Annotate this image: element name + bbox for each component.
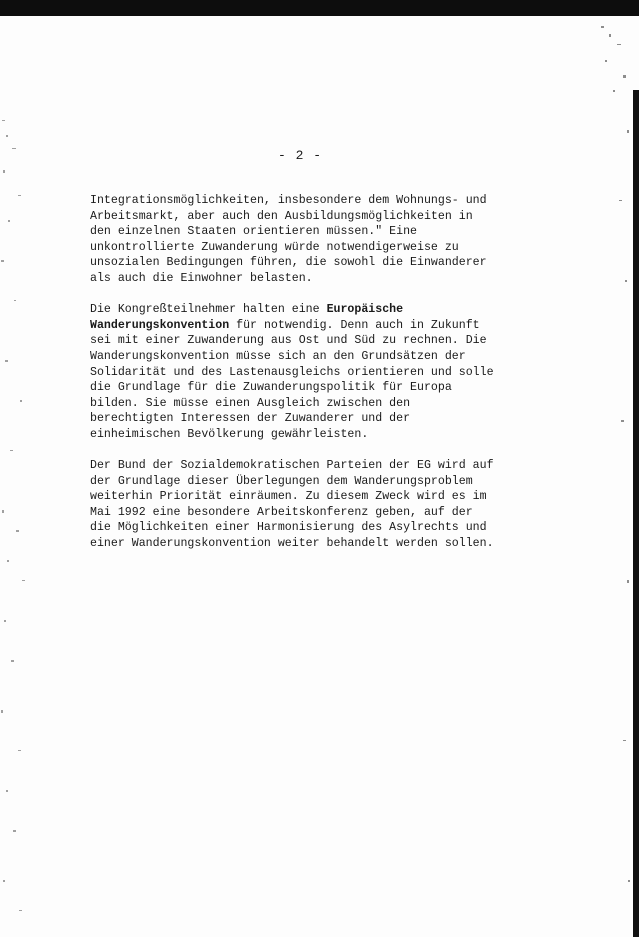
text-line bbox=[90, 240, 520, 256]
text-segment: Arbeitsmarkt, aber auch den Ausbildungsmöglichkeiten in bbox=[90, 209, 473, 223]
text-segment: für notwendig. Denn auch in Zukunft bbox=[229, 318, 480, 332]
text-segment: Der Bund der Sozialdemokratischen Parteien der EG wird auf bbox=[90, 459, 494, 473]
text-line bbox=[90, 474, 520, 490]
text-segment: weiterhin Priorität einräumen. Zu diesem Zweck wird es im bbox=[90, 490, 487, 504]
text-segment: einheimischen Bevölkerung gewährleisten. bbox=[90, 427, 369, 441]
text-segment: die Möglichkeiten einer Harmonisierung des Asylrechts und bbox=[90, 521, 487, 535]
paragraph bbox=[90, 302, 520, 442]
text-segment: einer Wanderungskonvention weiter behandelt werden sollen. bbox=[90, 537, 494, 551]
text-segment: unsozialen Bedingungen führen, die sowohl die Einwanderer bbox=[90, 256, 487, 270]
text-segment: sei mit einer Zuwanderung aus Ost und Süd zu rechnen. Die bbox=[90, 334, 487, 348]
text-line bbox=[90, 380, 520, 396]
scan-top-border bbox=[0, 0, 639, 16]
text-line bbox=[90, 302, 520, 318]
text-segment: Integrationsmöglichkeiten, insbesondere dem Wohnungs- und bbox=[90, 194, 487, 207]
text-segment: bilden. Sie müsse einen Ausgleich zwischen den bbox=[90, 396, 411, 410]
text-segment: den einzelnen Staaten orientieren müssen." Eine bbox=[90, 225, 417, 239]
paragraph bbox=[90, 193, 520, 287]
text-segment: der Grundlage dieser Überlegungen dem Wanderungsproblem bbox=[90, 474, 473, 488]
text-segment: Die Kongreßteilnehmer halten eine bbox=[90, 303, 327, 317]
text-line bbox=[90, 318, 520, 334]
scan-left-edge-noise bbox=[0, 100, 40, 937]
page-number: - 2 - bbox=[277, 148, 322, 163]
text-line bbox=[90, 224, 520, 240]
text-line bbox=[90, 520, 520, 536]
text-line bbox=[90, 365, 520, 381]
text-segment: unkontrollierte Zuwanderung würde notwendigerweise zu bbox=[90, 240, 459, 254]
text-line bbox=[90, 489, 520, 505]
text-line bbox=[90, 536, 520, 552]
text-line bbox=[90, 255, 520, 271]
body-text bbox=[90, 193, 520, 567]
text-segment: Solidarität und des Lastenausgleichs orientieren und solle bbox=[90, 365, 494, 379]
text-segment: die Grundlage für die Zuwanderungspolitik für Europa bbox=[90, 381, 452, 395]
scan-right-border bbox=[633, 90, 639, 937]
text-line bbox=[90, 209, 520, 225]
bold-text: Wanderungskonvention bbox=[90, 318, 230, 332]
text-line bbox=[90, 396, 520, 412]
text-segment: als auch die Einwohner belasten. bbox=[90, 271, 313, 285]
text-line bbox=[90, 427, 520, 443]
text-segment: Wanderungskonvention müsse sich an den Grundsätzen der bbox=[90, 349, 466, 363]
text-line bbox=[90, 193, 520, 209]
text-line bbox=[90, 271, 520, 287]
text-line bbox=[90, 505, 520, 521]
text-segment: Mai 1992 eine besondere Arbeitskonferenz geben, auf der bbox=[90, 505, 473, 519]
text-line bbox=[90, 333, 520, 349]
text-line bbox=[90, 411, 520, 427]
text-line bbox=[90, 458, 520, 474]
text-segment: berechtigten Interessen der Zuwanderer und der bbox=[90, 412, 411, 426]
text-line bbox=[90, 349, 520, 365]
bold-text: Europäische bbox=[326, 303, 404, 317]
paragraph bbox=[90, 458, 520, 552]
